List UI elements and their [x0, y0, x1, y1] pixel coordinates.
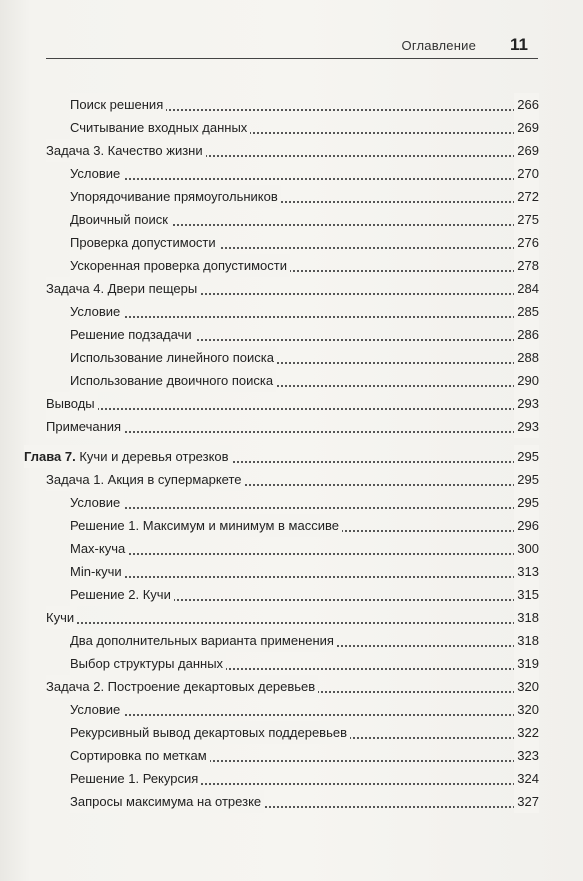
header-rule	[46, 58, 538, 59]
toc-page-number: 293	[514, 392, 539, 415]
toc-entry-title: Два дополнительных варианта применения	[70, 633, 334, 648]
toc-page-number: 284	[514, 277, 539, 300]
toc-page-number: 319	[514, 652, 539, 675]
toc-entry-title: Решение 2. Кучи	[70, 587, 171, 602]
leader-dots	[74, 293, 535, 318]
toc-entry-row	[0, 415, 583, 438]
chapter-number: Глава 7.	[24, 449, 76, 464]
toc-entry-title: Задача 2. Построение декартовых деревьев	[46, 679, 316, 694]
leader-dots	[74, 530, 535, 555]
toc-entry-title: Условие	[70, 702, 121, 717]
toc-page-number: 300	[514, 537, 539, 560]
toc-entry-title: Условие	[70, 304, 121, 319]
toc-entry-title: Примечания	[46, 419, 122, 434]
toc-entry-title: Кучи и деревья отрезков	[79, 449, 229, 464]
toc-page-number: 270	[514, 162, 539, 185]
toc-page-number: 295	[514, 468, 539, 491]
toc-page-number: 327	[514, 790, 539, 813]
toc-page-number: 313	[514, 560, 539, 583]
toc-page-number: 278	[514, 254, 539, 277]
toc-page-number: 322	[514, 721, 539, 744]
toc-entry-title: Ускоренная проверка допустимости	[70, 258, 287, 273]
leader-dots	[74, 691, 535, 716]
leader-dots	[50, 385, 535, 410]
toc-page-number: 295	[514, 445, 539, 468]
toc-entry-title: Выбор структуры данных	[70, 656, 224, 671]
toc-entry-title: Решение 1. Максимум и минимум в массиве	[70, 518, 339, 533]
leader-dots	[74, 553, 535, 578]
toc-entry-title: Условие	[70, 495, 121, 510]
toc-page-number: 290	[514, 369, 539, 392]
toc-page-number: 320	[514, 698, 539, 721]
toc-page-number: 275	[514, 208, 539, 231]
toc-entry-title: Двоичный поиск	[70, 212, 168, 227]
toc-entry-title: Упорядочивание прямоугольников	[70, 189, 278, 204]
toc-entry-title: Запросы максимума на отрезке	[70, 794, 262, 809]
toc-page-number: 320	[514, 675, 539, 698]
toc-page-number: 315	[514, 583, 539, 606]
leader-dots	[74, 484, 535, 509]
toc-entry-title: Проверка допустимости	[70, 235, 216, 250]
toc-page-number: 324	[514, 767, 539, 790]
toc-entry-title: Решение 1. Рекурсия	[70, 771, 199, 786]
toc-entry-title: Рекурсивный вывод декартовых поддеревьев	[70, 725, 347, 740]
toc-page-number: 323	[514, 744, 539, 767]
toc-entry-title: Min-кучи	[70, 564, 122, 579]
toc-entry-title: Решение подзадачи	[70, 327, 192, 342]
toc-entry-title: Сортировка по меткам	[70, 748, 207, 763]
toc-page-number: 286	[514, 323, 539, 346]
header-title: Оглавление	[401, 38, 476, 53]
leader-dots	[50, 599, 535, 624]
toc-entry-label	[46, 606, 77, 629]
toc-entry-title: Max-куча	[70, 541, 126, 556]
toc-entry-title: Задача 4. Двери пещеры	[46, 281, 198, 296]
toc-entry-title: Условие	[70, 166, 121, 181]
toc-entry-title: Использование двоичного поиска	[70, 373, 274, 388]
toc-page-number: 318	[514, 629, 539, 652]
toc-entry-label	[70, 790, 264, 813]
toc-page-number: 269	[514, 116, 539, 139]
toc-entry-label	[46, 415, 124, 438]
toc-page-number: 293	[514, 415, 539, 438]
header-page-number: 11	[510, 35, 528, 54]
toc-entry-title: Выводы	[46, 396, 95, 411]
toc-entry-title: Задача 1. Акция в супермаркете	[46, 472, 242, 487]
toc-page-number: 276	[514, 231, 539, 254]
leader-dots	[74, 155, 535, 180]
toc-entry-title: Поиск решения	[70, 97, 164, 112]
toc-page-number: 272	[514, 185, 539, 208]
toc-entry-title: Использование линейного поиска	[70, 350, 274, 365]
toc-entry-row	[0, 790, 583, 813]
running-header	[46, 36, 538, 58]
toc-entry-title: Кучи	[46, 610, 75, 625]
toc-page-number: 295	[514, 491, 539, 514]
toc-page-number: 318	[514, 606, 539, 629]
toc-page-number: 288	[514, 346, 539, 369]
toc-page-number: 269	[514, 139, 539, 162]
toc-page-number: 296	[514, 514, 539, 537]
toc-entry-title: Задача 3. Качество жизни	[46, 143, 203, 158]
toc-page-number: 266	[514, 93, 539, 116]
toc-page-number: 285	[514, 300, 539, 323]
toc-entry-title: Считывание входных данных	[70, 120, 248, 135]
